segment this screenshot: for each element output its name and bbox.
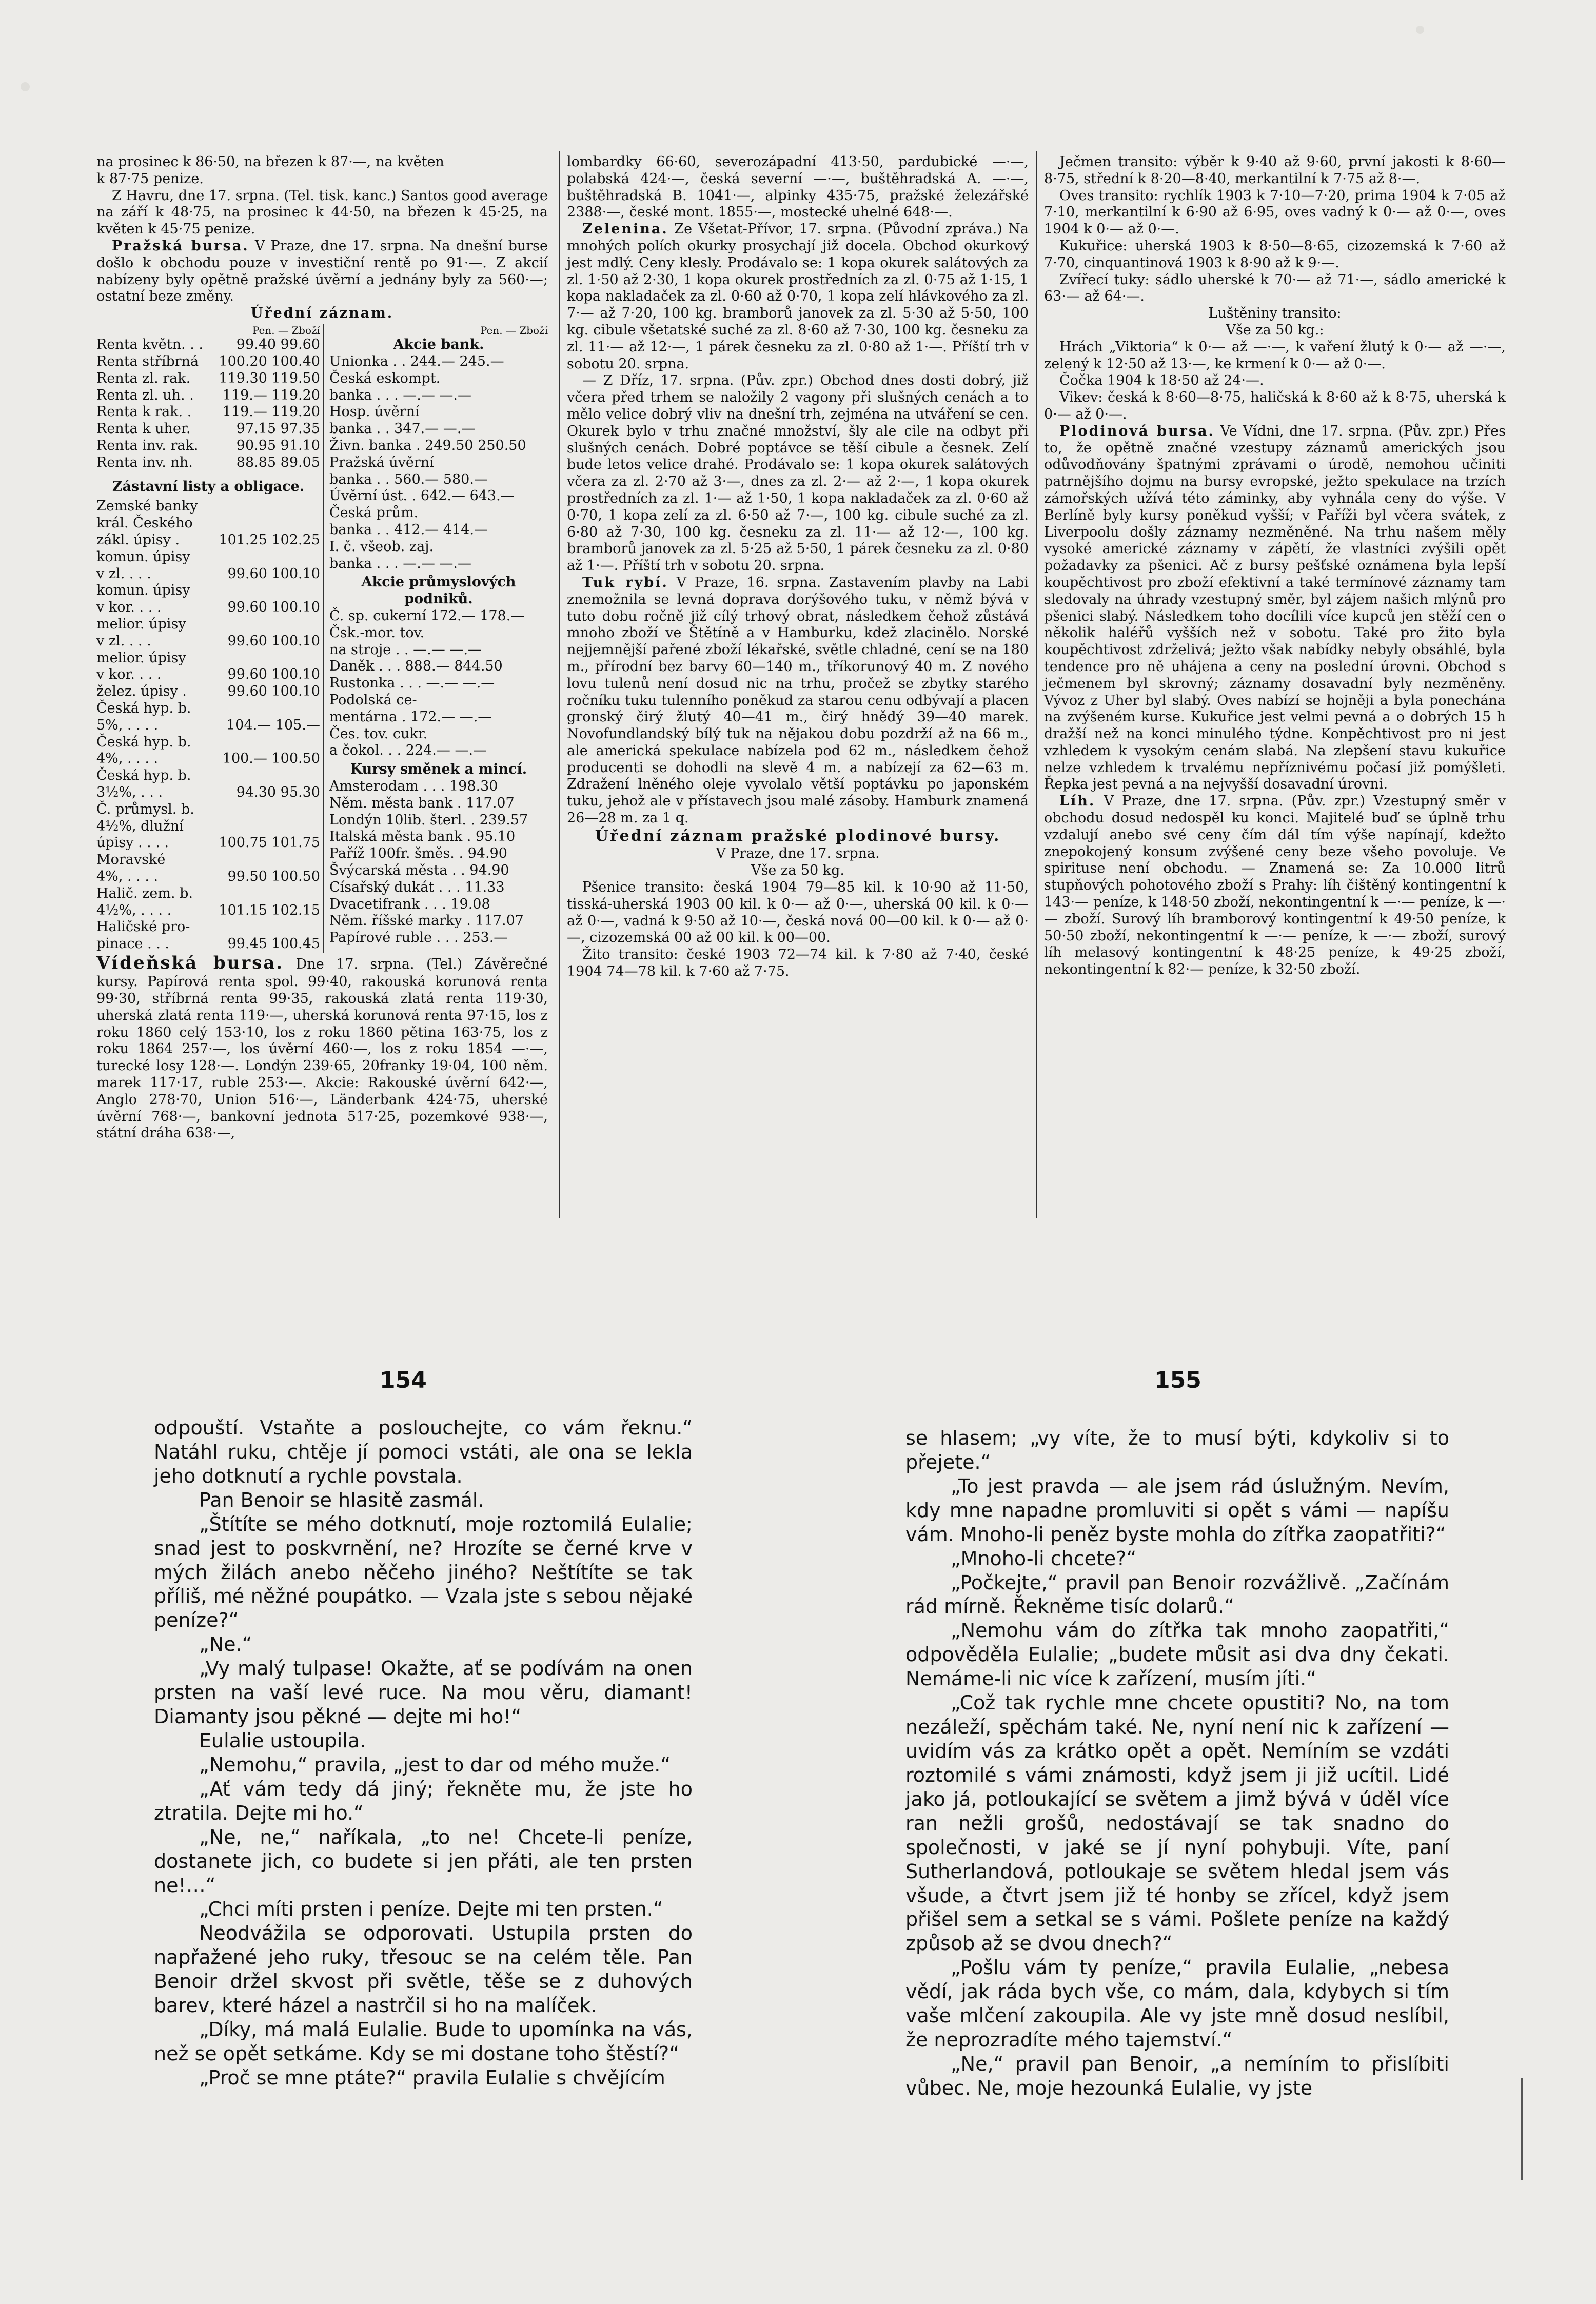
- row-values: 100.— 100.50: [222, 751, 320, 767]
- book-paragraph: „To jest pravda — ale jsem rád úslužným. Nevím, kdy mne napadne promluviti si opět s vámi — napíšu vám. Mnoho-li peněz byste mohla do zítřka zaopatřiti?“: [905, 1474, 1449, 1546]
- row-label: Česká hyp. b.: [96, 700, 191, 716]
- table-row: [96, 852, 320, 869]
- row-label: v kor. . . .: [96, 666, 162, 683]
- table-row: I. č. všeob. zaj.: [329, 538, 434, 555]
- table-row: [96, 633, 320, 650]
- table-row: banka . . . —.— —.—: [329, 555, 472, 572]
- table-row: Italská města bank . 95.10: [329, 829, 516, 845]
- row-label: 4½%, dlužní: [96, 818, 184, 834]
- table-row: [96, 455, 320, 471]
- table-row: Podolská ce-: [329, 692, 417, 708]
- peas-quotes: Hrách „Viktoria“ k 0·— až —·—, k vaření žlutý k 0·— až —·—, zelený k 12·50 až 13·—, ke krmení k 0·— až 0·—.: [1044, 339, 1506, 372]
- row-label: želez. úpisy .: [96, 683, 187, 700]
- row-values: 99.60 100.10: [227, 666, 320, 683]
- table-row: Papírové ruble . . . 253.—: [329, 930, 508, 946]
- book-page-right: [905, 1426, 1449, 2100]
- produce-bourse-text: Ve Vídni, dne 17. srpna. (Pův. zpr.) Přes to, že opětně značné vzestupy záznamů amerických jsou odůvodňovány špatnými zprávami o úrodě, nemohou učiniti patrnějšího dojmu na bursy evropské, ježto spekulace na trzích zámořských užívá této záminky, aby vyhnála ceny do výše. V Berlíně byly kursy poněkud vyšší; v Paříži byl včera svátek, z Liverpoolu došly záznamy nezměněné. Na trhu našem měly vysoké americké záznamy v zápětí, že vlastníci zvýšili opět požadavky za pšenici. Ač z bursy pešťské oznámena byla lepší koupěchtivost pro zboží efektivní a také termínové záznamy tam sledovaly na úhrady vzestupný směr, byl zájem našich mlýnů pro pšenici slabý. Následkem toho docílili více kupců jen stěží cen o několik haléřů vyšších než v sobotu. Také pro žito byla koupěchtivost zdrželivá; ježto však nabídky nebyly obsáhlé, byla tendence pro ně uhájena a ceny na poslední úrovni. Obchod s ječmenem byl skrovný; záznamy dosavadní byly nezměněny. Vývoz z Uher byl slabý. Oves nabízí se hojněji a byla ponechána na zvýšeném kurse. Kukuřice jest velmi pevná a o dobrých 15 h dražší než na konci minulého týdne. Konpěchtivost pro ni jest vzhledem k vysokým cenám slabá. Na zlepšení stavu kukuřice nelze vzhledem k trvalému nepříznivému počasí již pomýšleti. Řepka jest pevná a na nejvyšší dosavadní úrovni.: [1044, 423, 1506, 793]
- book-paragraph: „Což tak rychle mne chcete opustiti? No, na tom nezáleží, spěchám také. Ne, nyní není nic k zařízení — uvidím vás za krátko opět a opět. Nemíním se vzdáti roztomilé s vámi známosti, když jsem ji již ucítil. Lidé jako já, potloukající se světem a jimž bývá v úděl více ran nežli grošů, nedostávají se tak snadno do společnosti, v jaké se jí nyní pohybuji. Víte, paní Sutherlandová, potloukaje se světem hledal jsem vás všude, a čtvrt jsem již té honby se zřícel, když jsem přišel sem a setkal se s vámi. Pošlete peníze na každý způsob až se dvou dnech?“: [905, 1691, 1449, 1955]
- table-row: [96, 650, 320, 667]
- book-paragraph: „Pošlu vám ty peníze,“ pravila Eulalie, „nebesa vědí, jak ráda bych vše, co mám, dala, kdybych si tím vaše mlčení zakoupila. Ale vy jste mně dosud neslíbil, že neprozradíte mého tajemství.“: [905, 1956, 1449, 2052]
- row-label: 4½%, . . . .: [96, 902, 172, 918]
- vetch-quotes: Vikev: česká k 8·60—8·75, haličská k 8·60 až k 8·75, uherská k 0·— až 0·—.: [1044, 389, 1506, 422]
- table-row: [96, 582, 320, 599]
- row-values: 99.60 100.10: [227, 633, 320, 649]
- table-row: Česká prům.: [329, 505, 419, 521]
- row-label: Renta k rak. .: [96, 404, 192, 420]
- row-values: 119.— 119.20: [222, 387, 320, 403]
- table-row: Č. sp. cukerní 172.— 178.—: [329, 608, 525, 624]
- book-paragraph: Pan Benoir se hlasitě zasmál.: [199, 1488, 484, 1511]
- table-row: [96, 549, 320, 566]
- book-paragraph: „Počkejte,“ pravil pan Benoir rozvážlivě. „Začínám rád mírně. Řekněme tisíc dolarů.“: [905, 1571, 1449, 1618]
- row-label: v kor. . . .: [96, 599, 162, 616]
- vienna-bourse-heading: Vídeňská bursa.: [96, 952, 284, 973]
- row-label: Česká hyp. b.: [96, 767, 191, 784]
- table-row: Švýcarská města . . 94.90: [329, 862, 509, 878]
- row-label: Haličské pro-: [96, 919, 190, 935]
- fish-oil-text: V Praze, 16. srpna. Zastavením plavby na Labi znemožnila se levná doprava dorýšového tuku, v němž bývá v tuto dobu ročně již cílý trhový obrat, následkem čehož zůstává mnoho zboží ve Štětíně a v Hamburku, kdež zlacinělo. Norské nejjemnější pařené zboží lékařské, světle chladné, cení se na 180 m., přírodní bez barvy 60—140 m., tříkorunový 40 m. Z nového lovu tulenů není dosud nic na trhu, pročež se zbytky starého ročníku tuku tulenního poněkud za starou cenu odbývají a placen gronský čirý žlutý 40—41 m., čirý hnědý 39—40 marek. Novofundlandský bílý tuk na nějakou dobu pozdrží až na 66 m., ale americká spekulace nabízela pod 62 m., následkem čehož producenti se dohodli na slevě 4 m. a nabízejí za 62—63 m. Zdražení lněného oleje vyvolalo větší poptávku po japonském tuku, jehož ale v přístavech jsou malé zásoby. Hamburk znamená 26—28 m. za 1 q.: [567, 574, 1029, 826]
- legumes-heading: Luštěniny transito:: [1208, 305, 1342, 322]
- table-row: [96, 566, 320, 583]
- table-row: [96, 885, 320, 902]
- table-row: Něm. města bank . 117.07: [329, 795, 515, 811]
- bank-shares-heading: Akcie bank.: [393, 337, 484, 353]
- page-number-left: 154: [380, 1367, 427, 1393]
- legumes-unit: Vše za 50 kg.:: [1226, 322, 1324, 338]
- row-label: 4%, . . . .: [96, 751, 159, 767]
- produce-bourse-paragraph: [1044, 423, 1506, 794]
- row-label: pinace . . .: [96, 936, 170, 952]
- column-rule: [559, 151, 560, 1218]
- row-values: 101.25 102.25: [219, 532, 320, 548]
- table-row: mentárna . 172.— —.—: [329, 708, 492, 725]
- newspaper-column-3: [1044, 154, 1506, 978]
- book-paragraph: Eulalie ustoupila.: [199, 1729, 366, 1752]
- book-paragraph: „Vy malý tulpase! Okažte, ať se podívám na onen prsten na vaší levé ruce. Na mou věru, diamant! Diamanty jsou pěkné — dejte mi ho!“: [154, 1657, 693, 1728]
- animal-fat-quotes: Zvířecí tuky: sádlo uherské k 70·— až 71·—, sádlo americké k 63·— až 64·—.: [1044, 271, 1506, 305]
- table-row: Dvacetifrank . . . 19.08: [329, 896, 490, 912]
- book-paragraph: odpouští. Vstaňte a poslouchejte, co vám řeknu.“ Natáhl ruku, chtěje jí pomoci vstáti, ale ona se lekla jeho dotknutí a rychle povstala.: [154, 1416, 693, 1487]
- row-label: Renta k uher.: [96, 421, 191, 437]
- book-paragraph: „Chci míti prsten i peníze. Dejte mi ten prsten.“: [199, 1898, 663, 1921]
- lombard-text: lombardky 66·60, severozápadní 413·50, pardubické —·—, polabská 424·—, česká severní —·—, buštěhradská A. —·—, buštěhradská B. 1041·—, alpinky 435·75, pražské železářské 2388·—, české mont. 1855·—, mostecké uhelné 648·—.: [567, 154, 1029, 221]
- row-values: 90.95 91.10: [236, 438, 320, 454]
- dateline: V Praze, dne 17. srpna.: [716, 845, 880, 862]
- page-number-right: 155: [1154, 1367, 1201, 1393]
- book-paragraph: „Ne,“ pravil pan Benoir, „a nemíním to přislíbiti vůbec. Ne, moje hezounká Eulalie, vy jste: [905, 2052, 1449, 2099]
- row-values: 99.40 99.60: [236, 337, 320, 353]
- table-row: [96, 801, 320, 818]
- spirits-paragraph: [1044, 793, 1506, 978]
- row-label: Moravské: [96, 852, 166, 868]
- row-label: zákl. úpisy .: [96, 532, 180, 548]
- table-row: Živn. banka . 249.50 250.50: [329, 438, 526, 454]
- table-row: Unionka . . 244.— 245.—: [329, 353, 504, 370]
- row-values: 88.85 89.05: [236, 454, 320, 470]
- industrial-shares-heading: Akcie průmyslových podniků.: [361, 574, 516, 607]
- row-values: 97.15 97.35: [236, 421, 320, 437]
- table-row: [96, 700, 320, 717]
- official-record-heading: Úřední záznam.: [250, 305, 394, 322]
- row-values: 99.50 100.50: [227, 868, 320, 884]
- prague-bourse-heading: Pražská bursa.: [112, 238, 249, 254]
- row-label: Zemské banky: [96, 498, 198, 515]
- row-label: v zl. . . .: [96, 565, 151, 582]
- text-line: k 87·75 penize.: [96, 170, 204, 187]
- barley-quotes: Ječmen transito: výběr k 9·40 až 9·60, první jakosti k 8·60—8·75, střední k 8·20—8·40, merkantilní k 7·75 až 8·—.: [1044, 154, 1506, 187]
- row-label: v zl. . . .: [96, 633, 151, 649]
- row-label: Renta inv. nh.: [96, 454, 193, 470]
- table-row: [96, 734, 320, 751]
- row-label: 4%, . . . .: [96, 868, 159, 884]
- table-row: Čes. tov. cukr.: [329, 725, 428, 742]
- book-paragraph: „Štítíte se mého dotknutí, moje roztomilá Eulalie; snad jest to poskvrnění, ne? Hrozíte se černé krve v mých žilách anebo něčeho jiného? Neštítíte se tak příliš, mé něžné poupátko. — Vzala jste s sebou nějaké peníze?“: [154, 1512, 693, 1632]
- table-row: Paříž 100fr. šměs. . 94.90: [329, 845, 507, 862]
- row-label: komun. úpisy: [96, 548, 190, 565]
- row-values: 101.15 102.15: [219, 902, 320, 918]
- row-label: Renta stříbrná: [96, 353, 199, 370]
- prague-bourse-text: V Praze, dne 17. srpna. Na dnešní burse došlo k obchodu pouze v investiční rentě po 91·—. Z akcií nabízeny byly opětně pražské úvěrní a jednány byly za 560·—; ostatní beze změny.: [96, 238, 548, 305]
- exchange-tables: [96, 324, 548, 953]
- row-values: 99.60 100.10: [227, 683, 320, 700]
- vegetables-paragraph: [567, 221, 1029, 372]
- lentils-quotes: Čočka 1904 k 18·50 až 24·—.: [1059, 372, 1264, 389]
- row-values: 99.45 100.45: [227, 936, 320, 952]
- table-row: [96, 869, 320, 885]
- row-label: Česká hyp. b.: [96, 734, 191, 750]
- row-label: úpisy . . . .: [96, 835, 169, 851]
- book-paragraph: „Nemohu,“ pravila, „jest to dar od mého muže.“: [199, 1753, 671, 1776]
- table-row: Česká eskompt.: [329, 370, 441, 386]
- exchange-rate-rows: [329, 778, 548, 947]
- book-paragraph: Neodvážila se odporovati. Ustupila prsten do napřažené jeho ruky, třesouc se na celém těle. Pan Benoir držel skvost při světle, těše se z duhových barev, které házel a nastrčil si ho na malíček.: [154, 1922, 693, 2017]
- table-row: [96, 370, 320, 387]
- bank-share-rows: [329, 353, 548, 572]
- produce-exchange-heading: Úřední záznam pražské plodinové bursy.: [595, 826, 1001, 845]
- exchange-rates-heading: Kursy směnek a mincí.: [350, 761, 527, 778]
- row-label: Č. průmysl. b.: [96, 801, 194, 817]
- table-row: Hosp. úvěrní: [329, 404, 420, 420]
- table-row: Londýn 10lib. šterl. . 239.57: [329, 812, 528, 828]
- table-row: [96, 387, 320, 404]
- text-line: na prosinec k 86·50, na březen k 87·—, na květen: [96, 154, 444, 170]
- book-paragraph: „Nemohu vám do zítřka tak mnoho zaopatřiti,“ odpověděla Eulalie; „budete můsit asi dva dny čekati. Nemáme-li nic více k zařízení, musím jíti.“: [905, 1619, 1449, 1690]
- table-row: [96, 404, 320, 421]
- table-row: [96, 751, 320, 767]
- industrial-share-rows: [329, 608, 548, 759]
- rent-rows: [96, 337, 320, 471]
- table-row: banka . . 560.— 580.—: [329, 471, 488, 487]
- vienna-bourse-text: Dne 17. srpna. (Tel.) Závěrečné kursy. Papírová renta spol. 99·40, rakouská korunová renta 99·30, stříbrná renta 99·35, rakouská zlatá renta 119·30, uherská zlatá renta 119·—, uherská korunová renta 97·15, los z roku 1860 celý 153·10, los z roku 1860 pětina 163·75, los z roku 1864 257·—, los úvěrní 460·—, los z roku 1854 —·—, turecké losy 128·—. Londýn 239·65, 20franky 19·04, 100 něm. marek 117·17, ruble 253·—. Akcie: Rakouské úvěrní 642·—, Anglo 278·70, Union 516·—, Länderbank 424·75, uherské úvěrní 768·—, bankovní jednota 517·25, pozemkové 938·—, státní dráha 638·—,: [96, 956, 548, 1141]
- havre-report: Z Havru, dne 17. srpna. (Tel. tisk. kanc.) Santos good average na září k 48·75, na prosinec k 44·50, na březen k 45·25, na květen k 45·75 penize.: [96, 187, 548, 238]
- table-row: Císařský dukát . . . 11.33: [329, 879, 505, 895]
- table-row: [96, 784, 320, 801]
- row-values: 99.60 100.10: [227, 599, 320, 616]
- prague-bourse-paragraph: [96, 238, 548, 305]
- row-label: 3½%, . . .: [96, 784, 163, 800]
- row-values: 104.— 105.—: [226, 717, 320, 733]
- shares-subcolumn: [329, 324, 548, 953]
- table-row: a čokol. . . 224.— —.—: [329, 742, 487, 759]
- book-paragraph: „Ne.“: [199, 1633, 252, 1656]
- row-label: 5%, . . . .: [96, 717, 159, 733]
- table-row: [96, 717, 320, 734]
- book-paragraph: „Ne, ne,“ naříkala, „to ne! Chcete-li peníze, dostanete jich, co budete si jen přáti, ale ten prsten ne!…“: [154, 1825, 693, 1897]
- table-row: Daněk . . . 888.— 844.50: [329, 658, 503, 675]
- book-page-left: [154, 1416, 693, 2090]
- table-row: [96, 438, 320, 455]
- driz-report: — Z Dříz, 17. srpna. (Pův. zpr.) Obchod dnes dosti dobrý, již včera před trhem se naložily 2 vagony při slušných cenách a to mělo velice dobrý vliv na dnešní trh, zejména na utváření se cen. Okurek bylo v trhu značné množství, šly ale cile na odbyt při slušných cenách. Dobré poptávce se těší cibule a česnek. Zelí bude letos velice drahé. Prodávalo se: 1 kopa okurek salátových včera za zl. 2·70 až 3·—, dnes za zl. 2·— až 2·—, 1 kopa okurek prostředních za zl. 1·— až 1·50, 1 kopa nakladaček za zl. 0·60 až 0·70, 1 kopa zelí za zl. 6·50 až 7·—, 100 kg. cibule suché za zl. 6·80 až 7·30, 100 kg. česneku za zl. 11·— až 12·—, 100 kg. bramborů janovek za zl. 5·25 až 5·50, 1 párek česneku za zl. 0·80 až 1·—. Příští trh v sobotu 20. srpna.: [567, 372, 1029, 574]
- row-label: Renta zl. rak.: [96, 370, 191, 386]
- table-row: [96, 818, 320, 835]
- row-values: 99.60 100.10: [227, 565, 320, 582]
- table-row: [96, 599, 320, 616]
- table-row: Něm. říšské marky . 117.07: [329, 913, 524, 929]
- vienna-bourse-paragraph: [96, 953, 548, 1142]
- fish-oil-paragraph: [567, 575, 1029, 827]
- fish-oil-heading: Tuk rybí.: [582, 574, 668, 590]
- row-label: Halič. zem. b.: [96, 885, 193, 901]
- row-values: 119.— 119.20: [222, 404, 320, 420]
- row-label: král. Českého: [96, 515, 193, 531]
- table-row: [96, 616, 320, 633]
- paper-stain: [1416, 26, 1424, 34]
- table-row: Amsterodam . . . 198.30: [329, 778, 498, 794]
- table-row: [96, 498, 320, 515]
- produce-bourse-heading: Plodinová bursa.: [1059, 423, 1215, 439]
- unit-note: Vše za 50 kg.: [751, 862, 844, 879]
- table-row: [96, 421, 320, 438]
- table-row: [96, 767, 320, 784]
- table-row: Pražská úvěrní: [329, 454, 434, 470]
- row-label: Renta květn. . .: [96, 337, 203, 353]
- table-header: Pen. — Zboží: [252, 324, 320, 337]
- row-values: 100.75 101.75: [219, 835, 320, 851]
- spirits-text: V Praze, dne 17. srpna. (Pův. zpr.) Vzestupný směr v obchodu dosud nedospěl ku konci. Majitelé buď se úplně trhu vzdalují anebo své ceny čím dál tím výše napínají, kdežto znepokojený konsum zvýšené ceny beze všeho povoluje. Ve spirituse není obchodu. — Znamená se: Za 10.000 litrů stupňových pohotového zboží s Prahy: líh čištěný kontingentní k 143·— peníze, k 148·50 zboží, nekontingentní k —·— peníze, k —·— zboží. Surový líh bramborový kontingentní k 49·50 peníze, k 50·50 zboží, nekontingentní k —·— peníze, k —·— zboží, surový líh melasový kontingentní k 48·25 peníze, k 49·25 zboží, nekontingentní k 82·— peníze, k 32·50 zboží.: [1044, 793, 1506, 978]
- rye-quotes: Žito transito: české 1903 72—74 kil. k 7·80 až 7·40, české 1904 74—78 kil. k 7·60 až 7·75.: [567, 947, 1029, 979]
- row-label: Renta inv. rak.: [96, 438, 199, 454]
- row-label: komun. úpisy: [96, 582, 190, 599]
- table-row: [96, 902, 320, 919]
- table-row: Rustonka . . . —.— —.—: [329, 675, 495, 692]
- rents-subcolumn: [96, 324, 324, 953]
- corn-quotes: Kukuřice: uherská 1903 k 8·50—8·65, cizozemská k 7·60 až 7·70, cinquantinová 1903 k 8·90 až k 9·—.: [1044, 238, 1506, 271]
- table-row: [96, 835, 320, 852]
- table-row: na stroje . . —.— —.—: [329, 641, 482, 658]
- book-paragraph: „Proč se mne ptáte?“ pravila Eulalie s chvějícím: [199, 2066, 665, 2089]
- table-row: banka . . . —.— —.—: [329, 387, 472, 403]
- table-row: [96, 532, 320, 549]
- table-row: [96, 919, 320, 936]
- book-paragraph: se hlasem; „vy víte, že to musí býti, kdykoliv si to přejete.“: [905, 1427, 1449, 1473]
- table-row: Úvěrní úst. . 642.— 643.—: [329, 488, 515, 504]
- pledge-bonds-heading: Zástavní listy a obligace.: [112, 478, 305, 495]
- vegetables-text: Ze Všetat-Přívor, 17. srpna. (Původní zpráva.) Na mnohých polích okurky prosychají již docela. Obchod okurkový jest mdlý. Ceny klesly. Prodávalo se: 1 kopa okurek salátových za zl. 1·50 až 2·30, 1 kopa okurek prostředních za zl. 0·75 až 1·15, 1 kopa nakladaček za zl. 0·60 až 0·70, 1 kopa zelí hlávkového za zl. 7·— až 7·20, 100 kg. bramborů janovek za zl. 5·30 až 5·50, 100 kg. cibule všetatské suché za zl. 8·60 až 7·30, 100 kg. česneku za zl. 11·— až 12·—, 1 párek česneku za zl. 0·80 až 1·—. Příští trh v sobotu 20. srpna.: [567, 221, 1029, 372]
- table-row: [96, 683, 320, 700]
- book-paragraph: „Díky, má malá Eulalie. Bude to upomínka na vás, než se opět setkáme. Kdy se mi dostane toho štěstí?“: [154, 2018, 693, 2065]
- table-row: [96, 936, 320, 953]
- column-rule: [1036, 151, 1037, 1218]
- table-row: banka . . 347.— —.—: [329, 421, 476, 437]
- book-paragraph: „Mnoho-li chcete?“: [951, 1547, 1137, 1570]
- row-label: Renta zl. uh. .: [96, 387, 194, 403]
- table-row: [96, 515, 320, 532]
- newspaper-column-2: [567, 154, 1029, 980]
- table-row: [96, 353, 320, 370]
- scan-edge-mark: [1521, 2078, 1523, 2180]
- row-values: 119.30 119.50: [219, 370, 320, 386]
- book-paragraph: „Ať vám tedy dá jiný; řekněte mu, že jste ho ztratila. Dejte mi ho.“: [154, 1777, 693, 1824]
- row-label: melior. úpisy: [96, 616, 186, 633]
- table-header: Pen. — Zboží: [480, 324, 548, 337]
- paper-stain: [21, 82, 30, 91]
- table-row: [96, 337, 320, 353]
- table-row: Čsk.-mor. tov.: [329, 624, 425, 641]
- row-label: melior. úpisy: [96, 649, 186, 666]
- vegetables-heading: Zelenina.: [582, 221, 668, 238]
- newspaper-column-1: [96, 154, 548, 1142]
- bond-rows: [96, 498, 320, 953]
- spirits-heading: Líh.: [1059, 793, 1096, 810]
- table-row: banka . . 412.— 414.—: [329, 522, 488, 538]
- wheat-quotes: Pšenice transito: česká 1904 79—85 kil. k 10·90 až 11·50, tisská-uherská 1903 00 kil. k 0·— až 0·—, uherská 00 kil. k 0·— až 0·—, vadná k 9·50 až 10·—, česká nová 00—00 kil. k 0·— až 0·—, cizozemská 00 až 00 kil. k 00—00.: [567, 879, 1029, 946]
- row-values: 94.30 95.30: [236, 784, 320, 800]
- oats-quotes: Oves transito: rychlík 1903 k 7·10—7·20, prima 1904 k 7·05 až 7·10, merkantilní k 6·90 až 6·95, oves vadný k 0·— až 0·—, oves 1904 k 0·— až 0·—.: [1044, 187, 1506, 238]
- table-row: [96, 666, 320, 683]
- row-values: 100.20 100.40: [219, 353, 320, 370]
